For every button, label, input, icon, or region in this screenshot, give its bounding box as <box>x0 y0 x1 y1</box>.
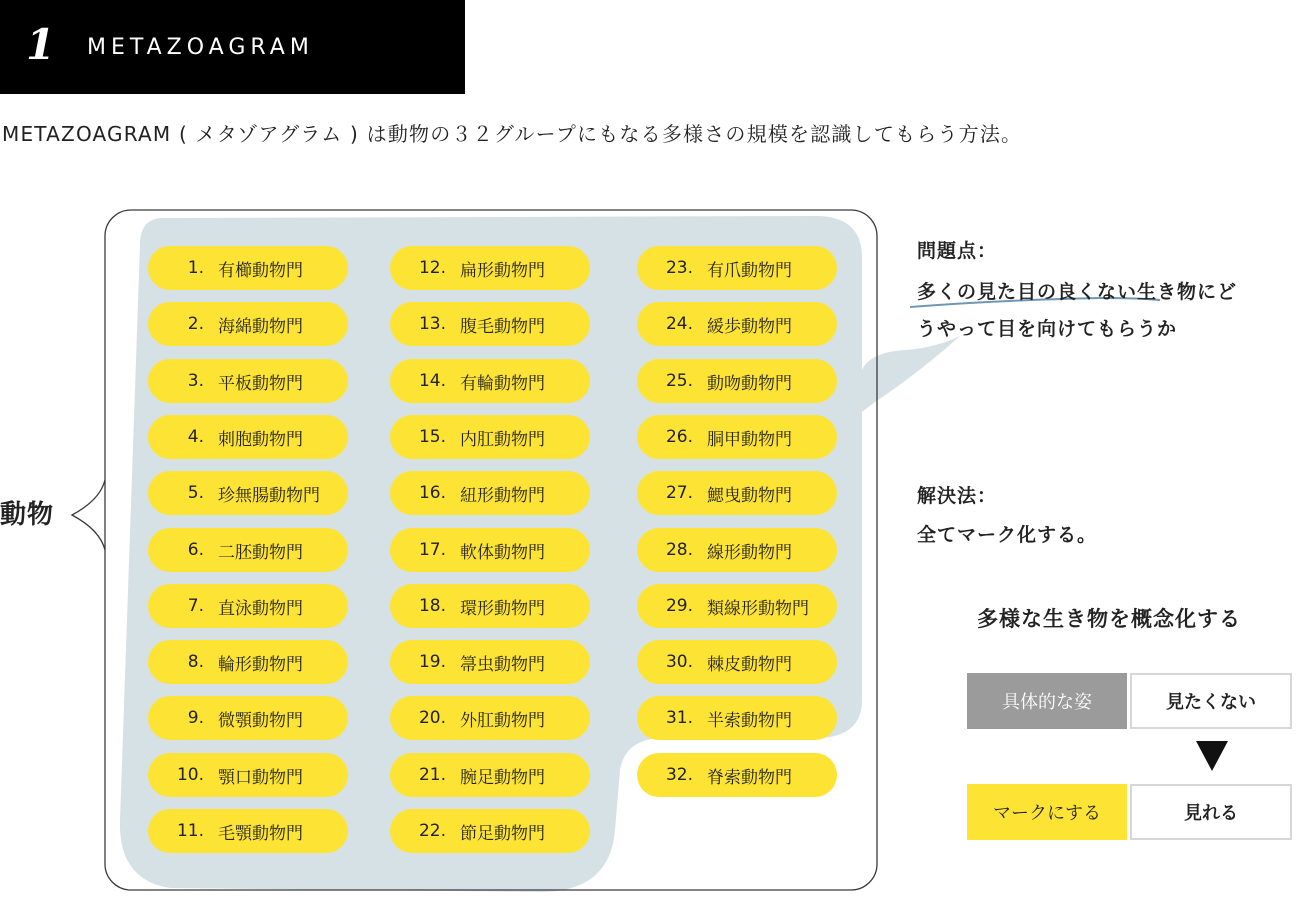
phylum-name: 毛顎動物門 <box>218 823 303 844</box>
phylum-number: 4. <box>187 427 204 447</box>
phylum-number: 27. <box>665 483 693 503</box>
phylum-number: 18. <box>418 596 446 616</box>
concrete-form-box: 具体的な姿 <box>967 673 1127 729</box>
phylum-number: 31. <box>665 708 693 728</box>
phylum-pill <box>148 415 348 459</box>
phylum-pill <box>390 584 590 628</box>
phylum-number: 20. <box>418 708 446 728</box>
phylum-name: 棘皮動物門 <box>707 654 792 675</box>
intro-text: METAZOAGRAM ( メタゾアグラム ) は動物の３２グループにもなる多様さの規模を認識してもらう方法。 <box>2 122 1023 146</box>
concept-title: 多様な生き物を概念化する <box>977 607 1241 631</box>
phylum-number: 25. <box>665 371 693 391</box>
phylum-pill <box>148 809 348 853</box>
phylum-name: 箒虫動物門 <box>460 654 545 675</box>
phylum-name: 外肛動物門 <box>460 710 545 731</box>
phylum-pill <box>148 584 348 628</box>
phylum-pill <box>390 246 590 290</box>
phylum-name: 扁形動物門 <box>460 260 545 281</box>
page-title: METAZOAGRAM <box>87 35 314 60</box>
phylum-name: 動吻動物門 <box>707 373 792 394</box>
phylum-number: 22. <box>418 821 446 841</box>
phylum-pill <box>148 246 348 290</box>
problem-heading: 問題点： <box>917 240 998 262</box>
phylum-number: 16. <box>418 483 446 503</box>
phylum-number: 9. <box>187 708 204 728</box>
phylum-name: 微顎動物門 <box>218 710 303 731</box>
phylum-name: 珍無腸動物門 <box>218 485 320 506</box>
phylum-pill <box>390 696 590 740</box>
phylum-number: 11. <box>176 821 204 841</box>
solution-text: 全てマーク化する。 <box>917 524 1098 546</box>
phylum-name: 胴甲動物門 <box>707 429 792 450</box>
phylum-name: 有輪動物門 <box>460 373 545 394</box>
phylum-number: 7. <box>187 596 204 616</box>
phylum-number: 28. <box>665 540 693 560</box>
problem-line-2: うやって目を向けてもらうか <box>917 318 1178 340</box>
phylum-name: 紐形動物門 <box>460 485 545 506</box>
phylum-pill <box>637 246 837 290</box>
phylum-name: 二胚動物門 <box>218 542 303 563</box>
phylum-name: 輪形動物門 <box>218 654 303 675</box>
phylum-pill <box>637 415 837 459</box>
phylum-pill <box>390 302 590 346</box>
phylum-number: 14. <box>418 371 446 391</box>
phylum-name: 半索動物門 <box>707 710 792 731</box>
phylum-name: 節足動物門 <box>460 823 545 844</box>
phylum-number: 15. <box>418 427 446 447</box>
phylum-pill <box>390 471 590 515</box>
phylum-number: 5. <box>187 483 204 503</box>
phylum-pill <box>390 809 590 853</box>
phylum-pill <box>148 302 348 346</box>
phylum-name: 刺胞動物門 <box>218 429 303 450</box>
phylum-pill <box>637 302 837 346</box>
phylum-name: 有櫛動物門 <box>218 260 303 281</box>
phylum-number: 29. <box>665 596 693 616</box>
phylum-pill <box>148 359 348 403</box>
phylum-pill <box>148 471 348 515</box>
phylum-name: 直泳動物門 <box>218 598 303 619</box>
phylum-pill <box>390 415 590 459</box>
phylum-number: 6. <box>187 540 204 560</box>
down-arrow-icon <box>1196 741 1228 771</box>
phylum-number: 8. <box>187 652 204 672</box>
phylum-name: 内肛動物門 <box>460 429 545 450</box>
phylum-pill <box>637 640 837 684</box>
phylum-number: 32. <box>665 765 693 785</box>
phylum-pill <box>390 640 590 684</box>
phylum-name: 平板動物門 <box>218 373 303 394</box>
phylum-name: 脊索動物門 <box>707 767 792 788</box>
phylum-number: 26. <box>665 427 693 447</box>
phylum-name: 線形動物門 <box>707 542 792 563</box>
phylum-pill <box>148 528 348 572</box>
phylum-name: 緩歩動物門 <box>707 316 792 337</box>
phylum-number: 1. <box>187 258 204 278</box>
phylum-name: 顎口動物門 <box>218 767 303 788</box>
phylum-number: 19. <box>418 652 446 672</box>
phylum-number: 24. <box>665 314 693 334</box>
phylum-name: 有爪動物門 <box>707 260 792 281</box>
section-number: 1 <box>26 20 56 69</box>
phylum-number: 3. <box>187 371 204 391</box>
phylum-number: 10. <box>176 765 204 785</box>
phylum-name: 腕足動物門 <box>460 767 545 788</box>
phylum-pill <box>390 528 590 572</box>
make-mark-box: マークにする <box>967 784 1127 840</box>
phylum-pill <box>637 528 837 572</box>
phylum-name: 鰓曳動物門 <box>707 485 792 506</box>
problem-line-1: 多くの見た目の良くない生き物にど <box>917 281 1238 303</box>
phylum-name: 環形動物門 <box>460 598 545 619</box>
can-see-box: 見れる <box>1130 784 1292 840</box>
phylum-number: 30. <box>665 652 693 672</box>
phylum-number: 13. <box>418 314 446 334</box>
phylum-pill <box>637 584 837 628</box>
phylum-number: 21. <box>418 765 446 785</box>
phylum-pill <box>637 471 837 515</box>
phylum-pill <box>148 753 348 797</box>
solution-heading: 解決法： <box>917 485 998 507</box>
phylum-pill <box>148 640 348 684</box>
phylum-number: 12. <box>418 258 446 278</box>
phylum-pill <box>637 696 837 740</box>
left-brace <box>72 480 105 550</box>
phylum-name: 海綿動物門 <box>218 316 303 337</box>
phylum-pill <box>637 753 837 797</box>
phylum-pill <box>637 359 837 403</box>
phylum-number: 2. <box>187 314 204 334</box>
dont-want-to-see-box: 見たくない <box>1130 673 1292 729</box>
phylum-name: 類線形動物門 <box>707 598 809 619</box>
phylum-name: 軟体動物門 <box>460 542 545 563</box>
phylum-pill <box>148 696 348 740</box>
phylum-name: 腹毛動物門 <box>460 316 545 337</box>
phylum-number: 17. <box>418 540 446 560</box>
phylum-pill <box>390 753 590 797</box>
phylum-number: 23. <box>665 258 693 278</box>
phylum-pill <box>390 359 590 403</box>
group-label: 動物 <box>0 500 55 530</box>
